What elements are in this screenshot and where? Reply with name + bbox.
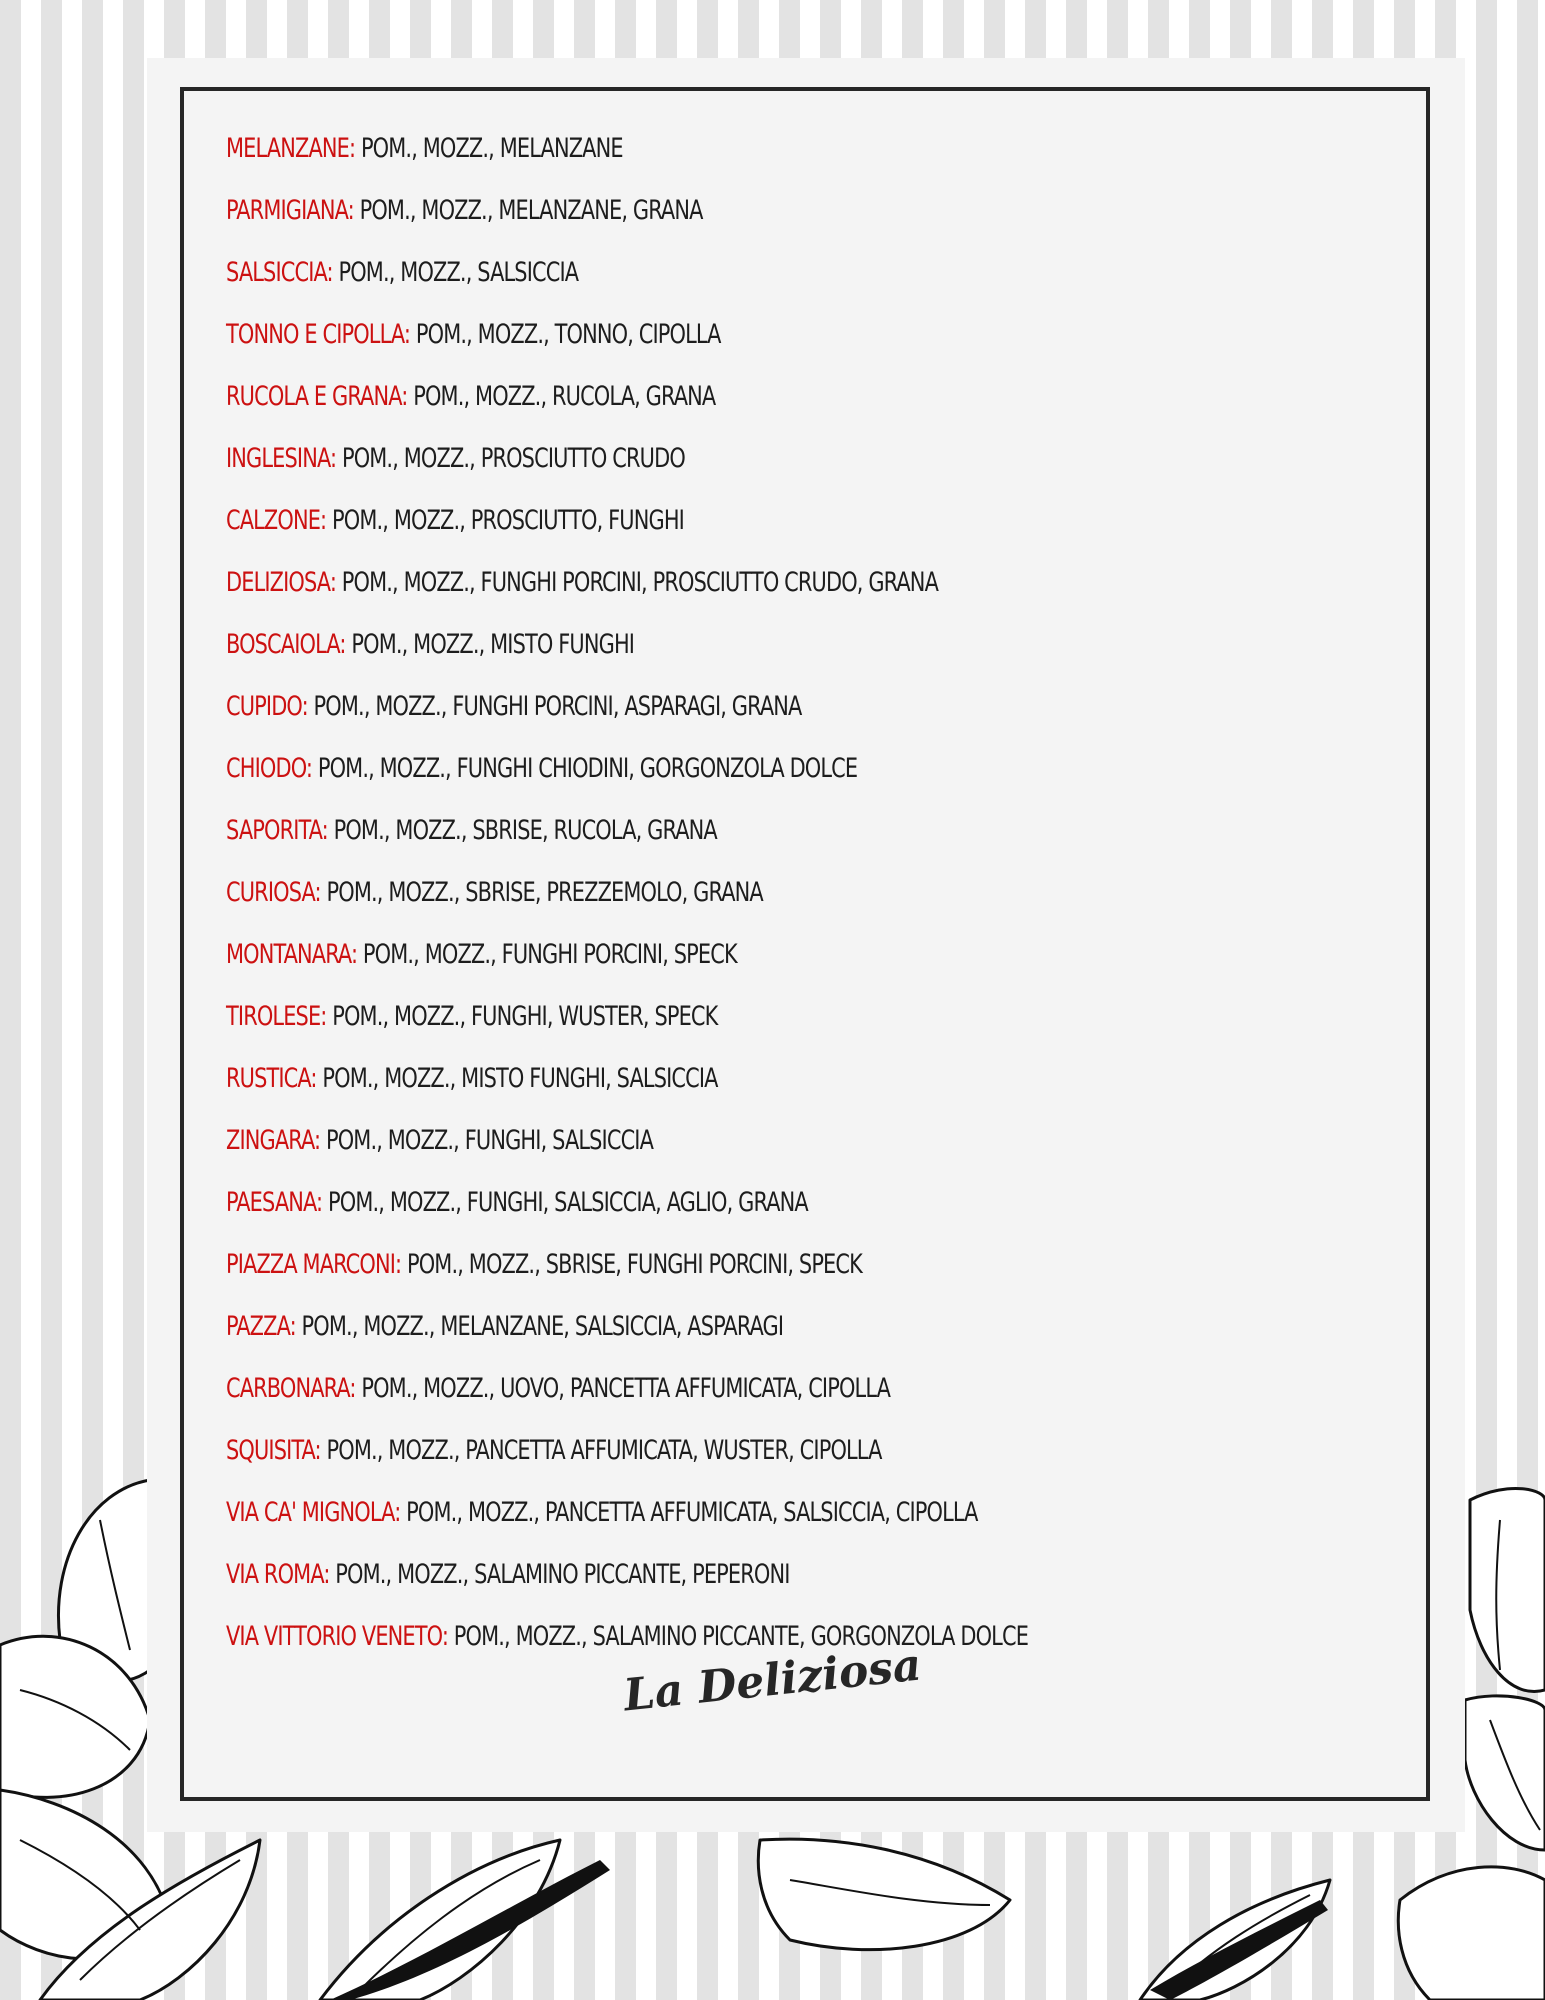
menu-item (226, 1431, 1028, 1493)
menu-item (226, 1555, 1028, 1617)
brand-logo: La Deliziosa (621, 1639, 924, 1722)
pizza-name: VIA VITTORIO VENETO: (226, 1621, 449, 1652)
pizza-name: MELANZANE: (226, 133, 356, 164)
pizza-menu-list (226, 129, 1159, 1679)
pizza-name: RUCOLA E GRANA: (226, 381, 408, 412)
menu-item (226, 1369, 1028, 1431)
pizza-name: CUPIDO: (226, 691, 308, 722)
pizza-name: PIAZZA MARCONI: (226, 1249, 402, 1280)
pizza-name: MONTANARA: (226, 939, 358, 970)
menu-item (226, 377, 1028, 439)
menu-item (226, 191, 1028, 253)
pizza-ingredients: POM., MOZZ., MELANZANE, SALSICCIA, ASPARAGI (301, 1311, 784, 1342)
pizza-ingredients: POM., MOZZ., MISTO FUNGHI (351, 629, 635, 660)
pizza-name: DELIZIOSA: (226, 567, 336, 598)
menu-item (226, 501, 1028, 563)
menu-card (147, 58, 1465, 1832)
pizza-name: ZINGARA: (226, 1125, 321, 1156)
menu-item (226, 1183, 1028, 1245)
menu-item (226, 687, 1028, 749)
pizza-name: CARBONARA: (226, 1373, 356, 1404)
menu-item (226, 749, 1028, 811)
pizza-name: SALSICCIA: (226, 257, 333, 288)
pizza-ingredients: POM., MOZZ., RUCOLA, GRANA (413, 381, 716, 412)
pizza-ingredients: POM., MOZZ., FUNGHI PORCINI, ASPARAGI, GRANA (313, 691, 802, 722)
pizza-ingredients: POM., MOZZ., UOVO, PANCETTA AFFUMICATA, CIPOLLA (361, 1373, 891, 1404)
menu-item (226, 625, 1028, 687)
pizza-name: RUSTICA: (226, 1063, 317, 1094)
pizza-name: CHIODO: (226, 753, 313, 784)
pizza-ingredients: POM., MOZZ., TONNO, CIPOLLA (415, 319, 721, 350)
pizza-ingredients: POM., MOZZ., SALAMINO PICCANTE, GORGONZOLA DOLCE (453, 1621, 1029, 1652)
pizza-ingredients: POM., MOZZ., SBRISE, RUCOLA, GRANA (333, 815, 717, 846)
menu-item (226, 1121, 1028, 1183)
pizza-ingredients: POM., MOZZ., SBRISE, PREZZEMOLO, GRANA (326, 877, 763, 908)
menu-item (226, 563, 1028, 625)
right-petal-mid (1465, 1696, 1545, 1850)
pizza-ingredients: POM., MOZZ., PANCETTA AFFUMICATA, WUSTER, CIPOLLA (326, 1435, 882, 1466)
pizza-name: PAZZA: (226, 1311, 296, 1342)
pizza-ingredients: POM., MOZZ., SALSICCIA (338, 257, 579, 288)
pizza-name: SAPORITA: (226, 815, 328, 846)
pizza-ingredients: POM., MOZZ., FUNGHI, SALSICCIA, AGLIO, GRANA (328, 1187, 808, 1218)
right-petal-low (1398, 1867, 1545, 2000)
pizza-ingredients: POM., MOZZ., MELANZANE, GRANA (359, 195, 703, 226)
pizza-name: VIA CA' MIGNOLA: (226, 1497, 401, 1528)
menu-item (226, 1493, 1028, 1555)
pizza-ingredients: POM., MOZZ., SBRISE, FUNGHI PORCINI, SPECK (406, 1249, 862, 1280)
pizza-name: CALZONE: (226, 505, 327, 536)
menu-item (226, 1245, 1028, 1307)
pizza-ingredients: POM., MOZZ., FUNGHI CHIODINI, GORGONZOLA DOLCE (317, 753, 858, 784)
pizza-name: VIA ROMA: (226, 1559, 330, 1590)
menu-item (226, 811, 1028, 873)
pizza-ingredients: POM., MOZZ., PROSCIUTTO CRUDO (341, 443, 685, 474)
pizza-ingredients: POM., MOZZ., FUNGHI, WUSTER, SPECK (332, 1001, 718, 1032)
pizza-name: INGLESINA: (226, 443, 337, 474)
pizza-name: PARMIGIANA: (226, 195, 354, 226)
pizza-name: BOSCAIOLA: (226, 629, 346, 660)
pizza-ingredients: POM., MOZZ., SALAMINO PICCANTE, PEPERONI (335, 1559, 790, 1590)
menu-item (226, 1307, 1028, 1369)
pizza-ingredients: POM., MOZZ., PROSCIUTTO, FUNGHI (332, 505, 684, 536)
pizza-ingredients: POM., MOZZ., FUNGHI PORCINI, SPECK (362, 939, 737, 970)
menu-item (226, 935, 1028, 997)
menu-item (226, 873, 1028, 935)
pizza-name: SQUISITA: (226, 1435, 321, 1466)
pizza-ingredients: POM., MOZZ., MISTO FUNGHI, SALSICCIA (322, 1063, 718, 1094)
menu-frame (180, 87, 1430, 1801)
pizza-name: TIROLESE: (226, 1001, 327, 1032)
bottom-leaf-2 (758, 1839, 1010, 1950)
pizza-ingredients: POM., MOZZ., FUNGHI PORCINI, PROSCIUTTO CRUDO, GRANA (341, 567, 939, 598)
pizza-name: CURIOSA: (226, 877, 321, 908)
pizza-ingredients: POM., MOZZ., PANCETTA AFFUMICATA, SALSICCIA, CIPOLLA (406, 1497, 978, 1528)
menu-item (226, 129, 1028, 191)
menu-item (226, 253, 1028, 315)
menu-item (226, 315, 1028, 377)
pizza-name: TONNO E CIPOLLA: (226, 319, 411, 350)
pizza-name: PAESANA: (226, 1187, 323, 1218)
pizza-ingredients: POM., MOZZ., MELANZANE (360, 133, 623, 164)
menu-item (226, 997, 1028, 1059)
pizza-ingredients: POM., MOZZ., FUNGHI, SALSICCIA (325, 1125, 654, 1156)
menu-item (226, 1059, 1028, 1121)
menu-item (226, 439, 1028, 501)
